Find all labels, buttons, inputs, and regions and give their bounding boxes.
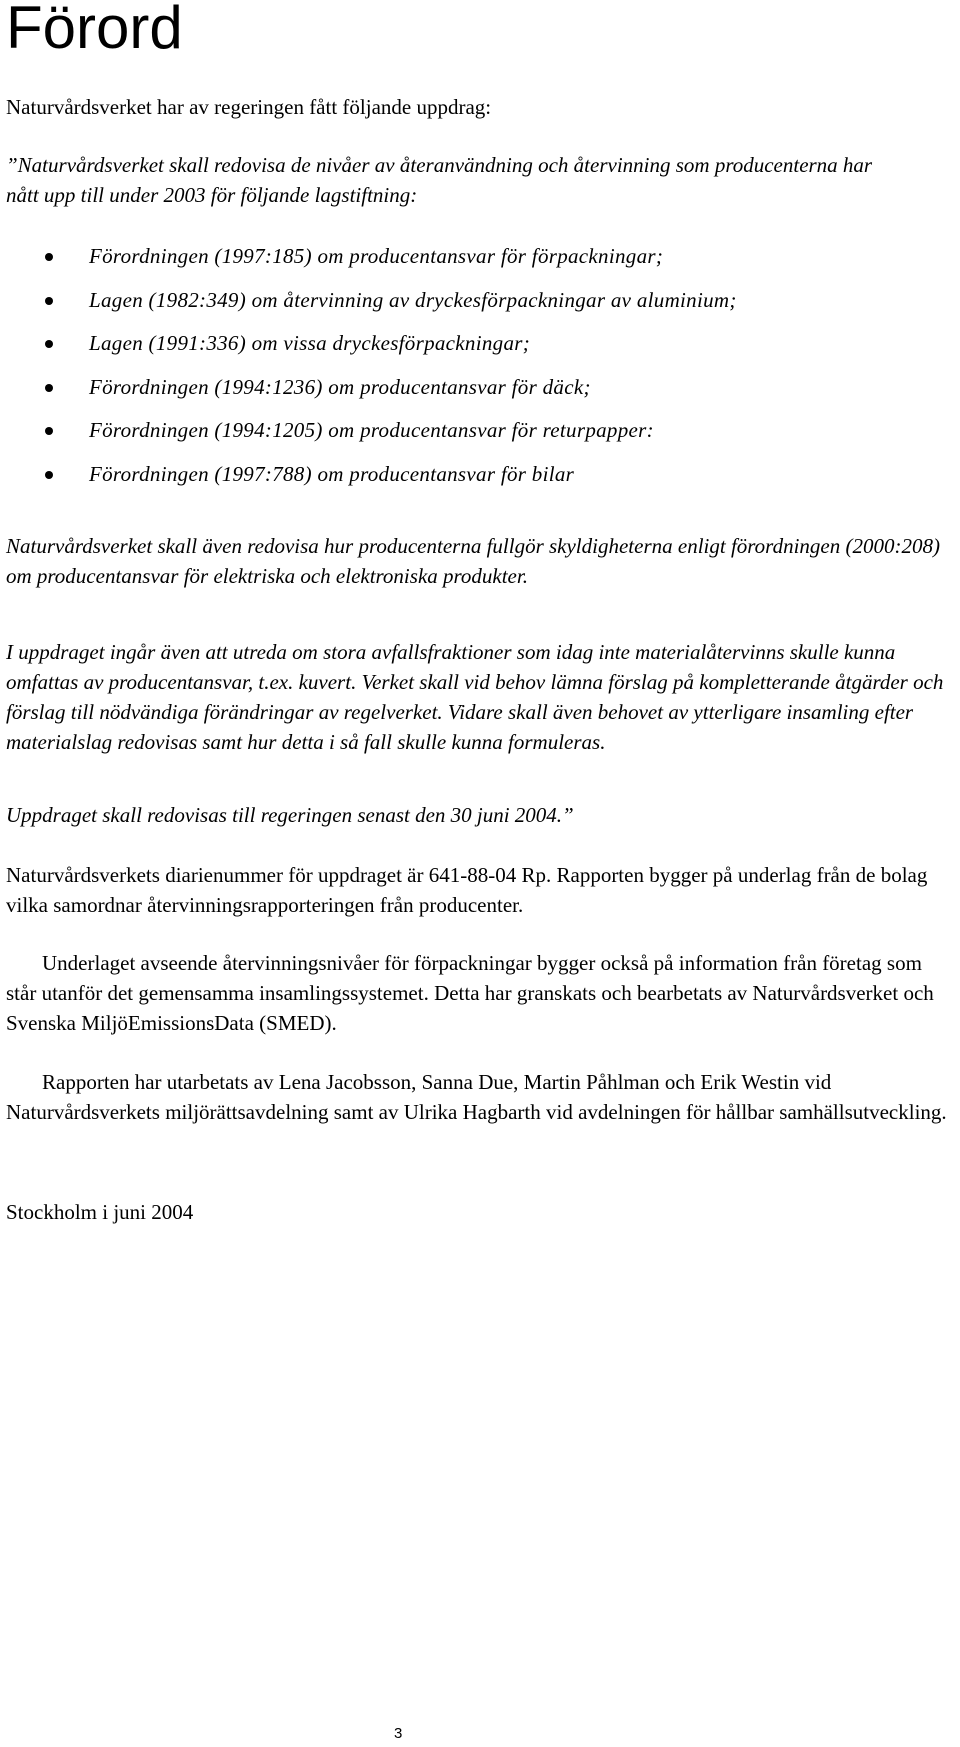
data-source-paragraph: Underlaget avseende återvinningsnivåer för förpackningar bygger också på information från företag som står utanför det gemensamma insamlingssystemet. Detta har granskats och bearbetats av Naturvårdsverket och Svenska MiljöEmissionsData (SMED). [6,951,934,1035]
legislation-list-item [0,285,737,329]
registration-paragraph: Naturvårdsverkets diarienummer för uppdraget är 641-88-04 Rp. Rapporten bygger på underlag från de bolag vilka samordnar återvinningsrapporteringen från producenter. [6,863,928,917]
quote-closing-paragraph: Uppdraget skall redovisas till regeringen senast den 30 juni 2004.” [6,803,574,827]
legislation-text: Förordningen (1997:788) om producentansvar för bilar [89,461,575,486]
legislation-list-item [0,328,737,372]
quote-paragraph-investigation: I uppdraget ingår även att utreda om stora avfallsfraktioner som idag inte materialåtervinns skulle kunna omfattas av producentansvar, t.ex. kuvert. Verket skall vid behov lämna förslag på kompletterande åtgärder och förslag till nödvändiga förändringar av regelverket. Vidare skall även behovet av ytterligare insamling efter materialslag redovisas samt hur detta i så fall skulle kunna formuleras. [6,640,944,754]
bullet-icon [45,253,53,261]
legislation-text: Förordningen (1994:1236) om producentansvar för däck; [89,374,591,399]
quote-opening-paragraph: ”Naturvårdsverket skall redovisa de nivåer av återanvändning och återvinning som producenterna har nått upp till under 2003 för följande lagstiftning: [6,153,873,207]
quote-paragraph-electronics: Naturvårdsverket skall även redovisa hur producenterna fullgör skyldigheterna enligt förordningen (2000:208) om producentansvar för elektriska och elektroniska produkter. [6,534,940,588]
legislation-list-item [0,372,737,416]
legislation-list [0,241,737,502]
page-title: Förord [6,0,183,61]
bullet-icon [45,384,53,392]
legislation-list-item [0,241,737,285]
bullet-icon [45,297,53,305]
legislation-text: Lagen (1982:349) om återvinning av dryckesförpackningar av aluminium; [89,287,737,312]
legislation-list-item [0,415,737,459]
legislation-text: Förordningen (1994:1205) om producentansvar för returpapper: [89,418,654,442]
page-number: 3 [394,1725,403,1742]
signoff: Stockholm i juni 2004 [6,1200,194,1224]
bullet-icon [45,427,53,435]
bullet-icon [45,340,53,348]
authors-paragraph: Rapporten har utarbetats av Lena Jacobsson, Sanna Due, Martin Påhlman och Erik Westin vid Naturvårdsverkets miljörättsavdelning samt av Ulrika Hagbarth vid avdelningen för hållbar samhällsutveckling. [6,1070,947,1124]
legislation-list-item [0,459,737,503]
intro-paragraph: Naturvårdsverket har av regeringen fått följande uppdrag: [6,95,492,119]
bullet-icon [45,471,53,479]
legislation-text: Lagen (1991:336) om vissa dryckesförpackningar; [89,331,531,355]
legislation-text: Förordningen (1997:185) om producentansvar för förpackningar; [89,244,664,268]
